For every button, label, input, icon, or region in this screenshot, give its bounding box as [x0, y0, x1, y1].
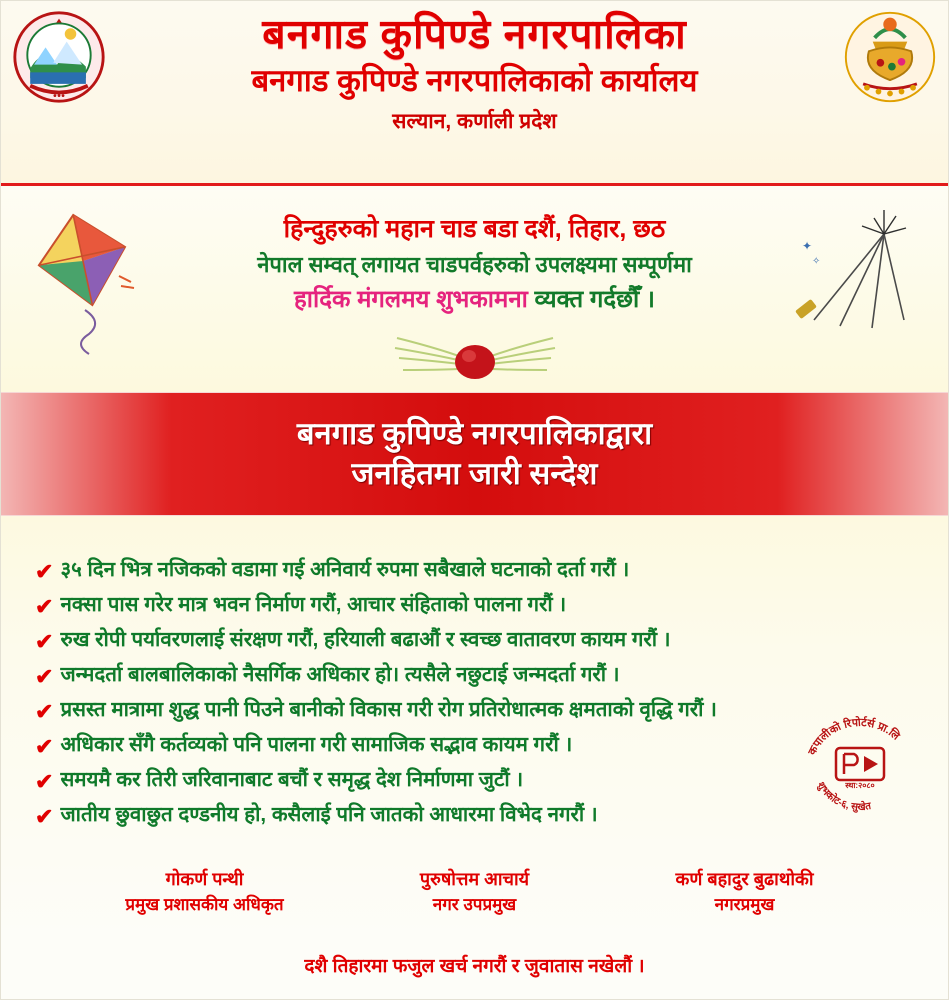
- list-item-text: नक्सा पास गरेर मात्र भवन निर्माण गरौं, आचार संहिताको पालना गरौं ।: [60, 593, 567, 616]
- svg-text:●●●: ●●●: [52, 92, 66, 100]
- signatory-1: [70, 868, 340, 940]
- banner-line-2: जनहितमा जारी सन्देश: [351, 456, 598, 491]
- banner-line-1: बनगाड कुपिण्डे नगरपालिकाद्वारा: [296, 415, 653, 451]
- footer-message: दशै तिहारमा फजुल खर्च नगरौं र जुवातास नखेलौं ।: [304, 956, 645, 977]
- signatory-row: [1, 854, 948, 940]
- signatory-2: [340, 868, 610, 940]
- list-item-text: ३५ दिन भित्र नजिकको वडामा गई अनिवार्य रुपमा सबैखाले घटनाको दर्ता गरौं ।: [60, 558, 630, 581]
- list-item: [35, 558, 948, 583]
- signatory-3: [610, 868, 880, 940]
- check-icon: ✔: [35, 594, 54, 619]
- stamp-bottom-text: शुभकोट-६, सुखेत: [814, 780, 872, 814]
- greeting-line-3-tail: व्यक्त गर्दछौँ ।: [534, 285, 655, 313]
- list-item: [35, 593, 948, 618]
- list-item: [35, 628, 948, 653]
- signatory-post: नगरप्रमुख: [714, 895, 775, 915]
- greeting-line-1: हिन्दुहरुको महान चाड बडा दशैं, तिहार, छठ: [283, 215, 666, 243]
- greeting-line-3: [1, 284, 948, 315]
- tika-jamara-icon: [375, 328, 575, 392]
- list-item-text: समयमै कर तिरी जरिवानाबाट बचौं र समृद्ध देश निर्माणमा जुटौं ।: [60, 768, 524, 791]
- check-icon: ✔: [35, 804, 54, 829]
- office-address: सल्यान, कर्णाली प्रदेश: [392, 110, 557, 134]
- list-item-text: अधिकार सँगै कर्तव्यको पनि पालना गरी सामाजिक सद्भाव कायम गरौं ।: [60, 733, 573, 756]
- signatory-name: गोकर्ण पन्थी: [165, 869, 244, 889]
- list-item-text: रुख रोपी पर्यावरणलाई संरक्षण गरौं, हरियाली बढाऔं र स्वच्छ वातावरण कायम गरौं ।: [60, 628, 671, 651]
- nepal-government-emblem-icon: [11, 9, 107, 105]
- poster-footer: [1, 940, 948, 1000]
- office-title: बनगाड कुपिण्डे नगरपालिकाको कार्यालय: [251, 63, 698, 99]
- signatory-name: कर्ण बहादुर बुढाथोकी: [675, 869, 814, 889]
- greeting-line-2: नेपाल सम्वत् लगायत चाडपर्वहरुको उपलक्ष्यमा सम्पूर्णमा: [257, 252, 692, 278]
- svg-text:✦: ✦: [802, 239, 813, 253]
- municipality-title: बनगाड कुपिण्डे नगरपालिका: [262, 11, 687, 57]
- message-banner: [1, 392, 948, 516]
- press-reporters-stamp-icon: [798, 708, 922, 818]
- greeting-line-3-highlight: हार्दिक मंगलमय शुभकामना: [294, 285, 528, 313]
- list-item-text: जन्मदर्ता बालबालिकाको नैसर्गिक अधिकार हो। त्यसैले नछुटाई जन्मदर्ता गरौं ।: [60, 663, 620, 686]
- svg-text:कपालीको रिपोर्टर्स प्रा.लि: [806, 715, 903, 758]
- kalash-icon: [842, 9, 938, 105]
- poster-header: [1, 1, 948, 186]
- check-icon: ✔: [35, 699, 54, 724]
- list-item-text: जातीय छुवाछुत दण्डनीय हो, कसैलाई पनि जातको आधारमा विभेद नगरौं ।: [60, 803, 598, 826]
- check-icon: ✔: [35, 769, 54, 794]
- message-list: [1, 516, 948, 854]
- list-item: [35, 663, 948, 688]
- stamp-center-text: स्था:२०८०: [845, 781, 875, 790]
- check-icon: ✔: [35, 559, 54, 584]
- signatory-post: नगर उपप्रमुख: [432, 895, 517, 915]
- check-icon: ✔: [35, 734, 54, 759]
- greeting-section: [1, 186, 948, 392]
- svg-text:✧: ✧: [812, 256, 821, 267]
- list-item-text: प्रसस्त मात्रामा शुद्ध पानी पिउने बानीको विकास गरी रोग प्रतिरोधात्मक क्षमताको वृद्धि गरौं ।: [60, 698, 717, 721]
- signatory-name: पुरुषोत्तम आचार्य: [419, 869, 530, 889]
- stamp-top-text: कपालीको रिपोर्टर्स प्रा.लि: [806, 716, 902, 758]
- signatory-post: प्रमुख प्रशासकीय अधिकृत: [125, 895, 284, 915]
- check-icon: ✔: [35, 664, 54, 689]
- check-icon: ✔: [35, 629, 54, 654]
